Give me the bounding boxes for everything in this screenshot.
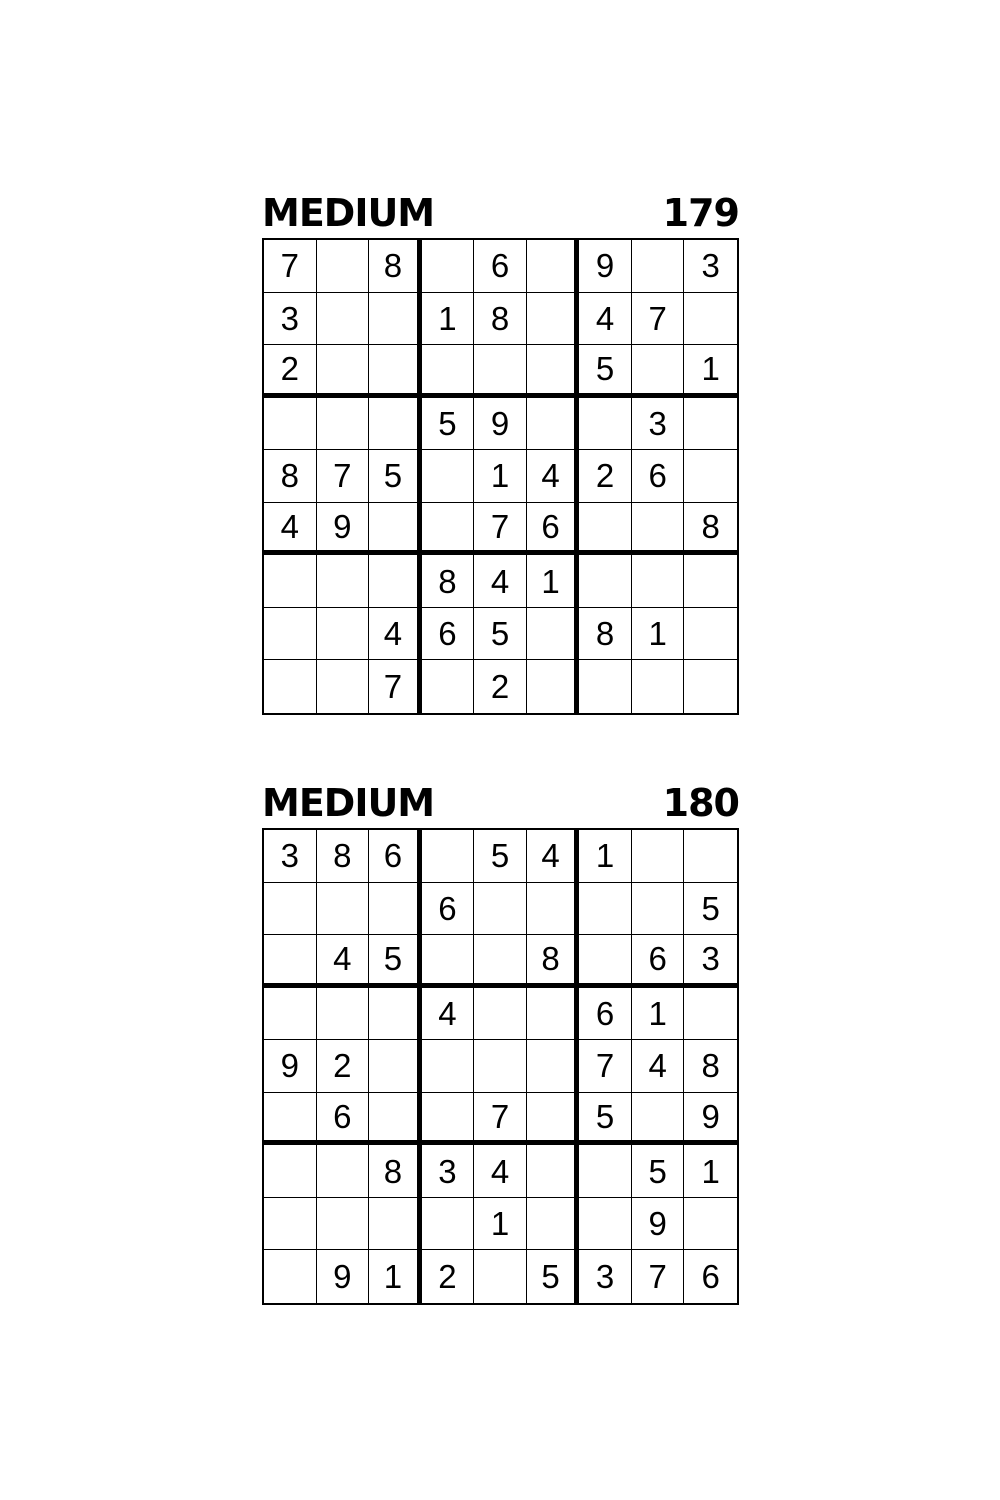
given-cell: 4 <box>422 988 475 1041</box>
given-cell: 6 <box>422 608 475 661</box>
empty-cell[interactable] <box>317 293 370 346</box>
given-cell: 8 <box>474 293 527 346</box>
given-cell: 1 <box>422 293 475 346</box>
empty-cell[interactable] <box>579 883 632 936</box>
empty-cell[interactable] <box>684 555 737 608</box>
empty-cell[interactable] <box>632 240 685 293</box>
puzzle-number: 180 <box>662 781 739 825</box>
empty-cell[interactable] <box>317 660 370 713</box>
empty-cell[interactable] <box>632 1093 685 1146</box>
given-cell: 3 <box>579 1250 632 1303</box>
empty-cell[interactable] <box>317 1198 370 1251</box>
empty-cell[interactable] <box>264 935 317 988</box>
empty-cell[interactable] <box>369 293 422 346</box>
given-cell: 2 <box>317 1040 370 1093</box>
given-cell: 4 <box>474 1145 527 1198</box>
given-cell: 8 <box>684 503 737 556</box>
empty-cell[interactable] <box>684 830 737 883</box>
empty-cell[interactable] <box>579 1145 632 1198</box>
given-cell: 9 <box>317 503 370 556</box>
given-cell: 6 <box>632 450 685 503</box>
empty-cell[interactable] <box>317 555 370 608</box>
empty-cell[interactable] <box>422 1093 475 1146</box>
given-cell: 4 <box>527 450 580 503</box>
given-cell: 3 <box>632 398 685 451</box>
empty-cell[interactable] <box>422 240 475 293</box>
empty-cell[interactable] <box>579 1198 632 1251</box>
empty-cell[interactable] <box>264 1093 317 1146</box>
empty-cell[interactable] <box>684 1198 737 1251</box>
puzzle-header <box>262 190 739 238</box>
given-cell: 6 <box>474 240 527 293</box>
empty-cell[interactable] <box>579 398 632 451</box>
empty-cell[interactable] <box>369 1093 422 1146</box>
given-cell: 4 <box>527 830 580 883</box>
given-cell: 8 <box>264 450 317 503</box>
given-cell: 7 <box>474 503 527 556</box>
empty-cell[interactable] <box>422 503 475 556</box>
given-cell: 9 <box>264 1040 317 1093</box>
empty-cell[interactable] <box>317 883 370 936</box>
given-cell: 9 <box>317 1250 370 1303</box>
empty-cell[interactable] <box>527 345 580 398</box>
empty-cell[interactable] <box>632 830 685 883</box>
empty-cell[interactable] <box>527 608 580 661</box>
difficulty-label: MEDIUM <box>262 191 435 235</box>
given-cell: 4 <box>474 555 527 608</box>
empty-cell[interactable] <box>369 1040 422 1093</box>
empty-cell[interactable] <box>369 503 422 556</box>
given-cell: 5 <box>579 1093 632 1146</box>
given-cell: 8 <box>317 830 370 883</box>
empty-cell[interactable] <box>579 555 632 608</box>
empty-cell[interactable] <box>527 988 580 1041</box>
given-cell: 1 <box>527 555 580 608</box>
empty-cell[interactable] <box>527 1093 580 1146</box>
empty-cell[interactable] <box>264 660 317 713</box>
given-cell: 7 <box>317 450 370 503</box>
empty-cell[interactable] <box>369 345 422 398</box>
empty-cell[interactable] <box>684 450 737 503</box>
empty-cell[interactable] <box>527 293 580 346</box>
empty-cell[interactable] <box>317 240 370 293</box>
sudoku-puzzle-179 <box>262 190 739 715</box>
empty-cell[interactable] <box>317 608 370 661</box>
empty-cell[interactable] <box>422 1198 475 1251</box>
given-cell: 8 <box>422 555 475 608</box>
empty-cell[interactable] <box>317 1145 370 1198</box>
given-cell: 1 <box>632 608 685 661</box>
empty-cell[interactable] <box>474 988 527 1041</box>
given-cell: 9 <box>632 1198 685 1251</box>
given-cell: 6 <box>317 1093 370 1146</box>
given-cell: 6 <box>579 988 632 1041</box>
given-cell: 8 <box>527 935 580 988</box>
empty-cell[interactable] <box>422 1040 475 1093</box>
given-cell: 9 <box>474 398 527 451</box>
empty-cell[interactable] <box>527 1198 580 1251</box>
empty-cell[interactable] <box>422 830 475 883</box>
puzzle-number: 179 <box>662 191 739 235</box>
given-cell: 4 <box>317 935 370 988</box>
given-cell: 4 <box>264 503 317 556</box>
empty-cell[interactable] <box>527 1040 580 1093</box>
given-cell: 3 <box>264 293 317 346</box>
empty-cell[interactable] <box>632 883 685 936</box>
given-cell: 3 <box>422 1145 475 1198</box>
empty-cell[interactable] <box>684 608 737 661</box>
given-cell: 5 <box>527 1250 580 1303</box>
given-cell: 2 <box>422 1250 475 1303</box>
empty-cell[interactable] <box>579 660 632 713</box>
empty-cell[interactable] <box>369 883 422 936</box>
given-cell: 9 <box>684 1093 737 1146</box>
given-cell: 5 <box>422 398 475 451</box>
empty-cell[interactable] <box>264 1145 317 1198</box>
empty-cell[interactable] <box>422 660 475 713</box>
given-cell: 2 <box>579 450 632 503</box>
empty-cell[interactable] <box>474 935 527 988</box>
empty-cell[interactable] <box>632 555 685 608</box>
given-cell: 2 <box>474 660 527 713</box>
given-cell: 5 <box>684 883 737 936</box>
empty-cell[interactable] <box>369 988 422 1041</box>
empty-cell[interactable] <box>632 345 685 398</box>
sudoku-puzzle-180 <box>262 780 739 1305</box>
empty-cell[interactable] <box>632 660 685 713</box>
given-cell: 5 <box>369 935 422 988</box>
given-cell: 1 <box>684 1145 737 1198</box>
empty-cell[interactable] <box>264 555 317 608</box>
empty-cell[interactable] <box>264 883 317 936</box>
empty-cell[interactable] <box>527 240 580 293</box>
empty-cell[interactable] <box>579 935 632 988</box>
given-cell: 4 <box>579 293 632 346</box>
empty-cell[interactable] <box>264 398 317 451</box>
given-cell: 1 <box>579 830 632 883</box>
given-cell: 4 <box>369 608 422 661</box>
given-cell: 7 <box>579 1040 632 1093</box>
empty-cell[interactable] <box>317 988 370 1041</box>
given-cell: 3 <box>264 830 317 883</box>
empty-cell[interactable] <box>684 293 737 346</box>
empty-cell[interactable] <box>474 1250 527 1303</box>
empty-cell[interactable] <box>422 935 475 988</box>
empty-cell[interactable] <box>684 398 737 451</box>
empty-cell[interactable] <box>264 1250 317 1303</box>
empty-cell[interactable] <box>579 503 632 556</box>
given-cell: 1 <box>632 988 685 1041</box>
empty-cell[interactable] <box>474 345 527 398</box>
empty-cell[interactable] <box>264 988 317 1041</box>
empty-cell[interactable] <box>684 988 737 1041</box>
given-cell: 7 <box>632 1250 685 1303</box>
given-cell: 7 <box>632 293 685 346</box>
given-cell: 5 <box>632 1145 685 1198</box>
empty-cell[interactable] <box>369 1198 422 1251</box>
given-cell: 5 <box>474 830 527 883</box>
sudoku-grid <box>262 828 739 1305</box>
given-cell: 6 <box>701 1258 720 1296</box>
given-cell: 8 <box>369 240 422 293</box>
difficulty-label: MEDIUM <box>262 781 435 825</box>
given-cell: 1 <box>474 450 527 503</box>
given-cell: 5 <box>474 608 527 661</box>
empty-cell[interactable] <box>632 503 685 556</box>
given-cell: 3 <box>684 935 737 988</box>
empty-cell[interactable] <box>474 883 527 936</box>
empty-cell[interactable] <box>369 398 422 451</box>
empty-cell[interactable] <box>369 555 422 608</box>
empty-cell[interactable] <box>527 660 580 713</box>
given-cell: 7 <box>474 1093 527 1146</box>
given-cell: 6 <box>369 830 422 883</box>
empty-cell[interactable] <box>264 608 317 661</box>
empty-cell[interactable] <box>527 883 580 936</box>
given-cell: 6 <box>422 883 475 936</box>
given-cell: 2 <box>264 345 317 398</box>
given-cell: 8 <box>369 1145 422 1198</box>
empty-cell[interactable] <box>474 1040 527 1093</box>
given-cell: 8 <box>579 608 632 661</box>
given-cell: 6 <box>632 935 685 988</box>
empty-cell[interactable] <box>422 450 475 503</box>
given-cell: 5 <box>369 450 422 503</box>
given-cell: 9 <box>579 240 632 293</box>
given-cell: 3 <box>684 240 737 293</box>
given-cell: 6 <box>527 503 580 556</box>
given-cell: 4 <box>632 1040 685 1093</box>
given-cell: 5 <box>579 345 632 398</box>
empty-cell[interactable] <box>527 1145 580 1198</box>
empty-cell[interactable] <box>317 345 370 398</box>
empty-cell[interactable] <box>317 398 370 451</box>
puzzle-header <box>262 780 739 828</box>
sudoku-grid <box>262 238 739 715</box>
given-cell: 8 <box>684 1040 737 1093</box>
empty-cell[interactable] <box>527 398 580 451</box>
given-cell: 7 <box>264 240 317 293</box>
empty-cell[interactable] <box>684 660 737 713</box>
given-cell: 1 <box>369 1250 422 1303</box>
empty-cell[interactable] <box>264 1198 317 1251</box>
given-cell: 1 <box>684 345 737 398</box>
given-cell: 7 <box>369 660 422 713</box>
given-cell: 1 <box>474 1198 527 1251</box>
empty-cell[interactable] <box>422 345 475 398</box>
